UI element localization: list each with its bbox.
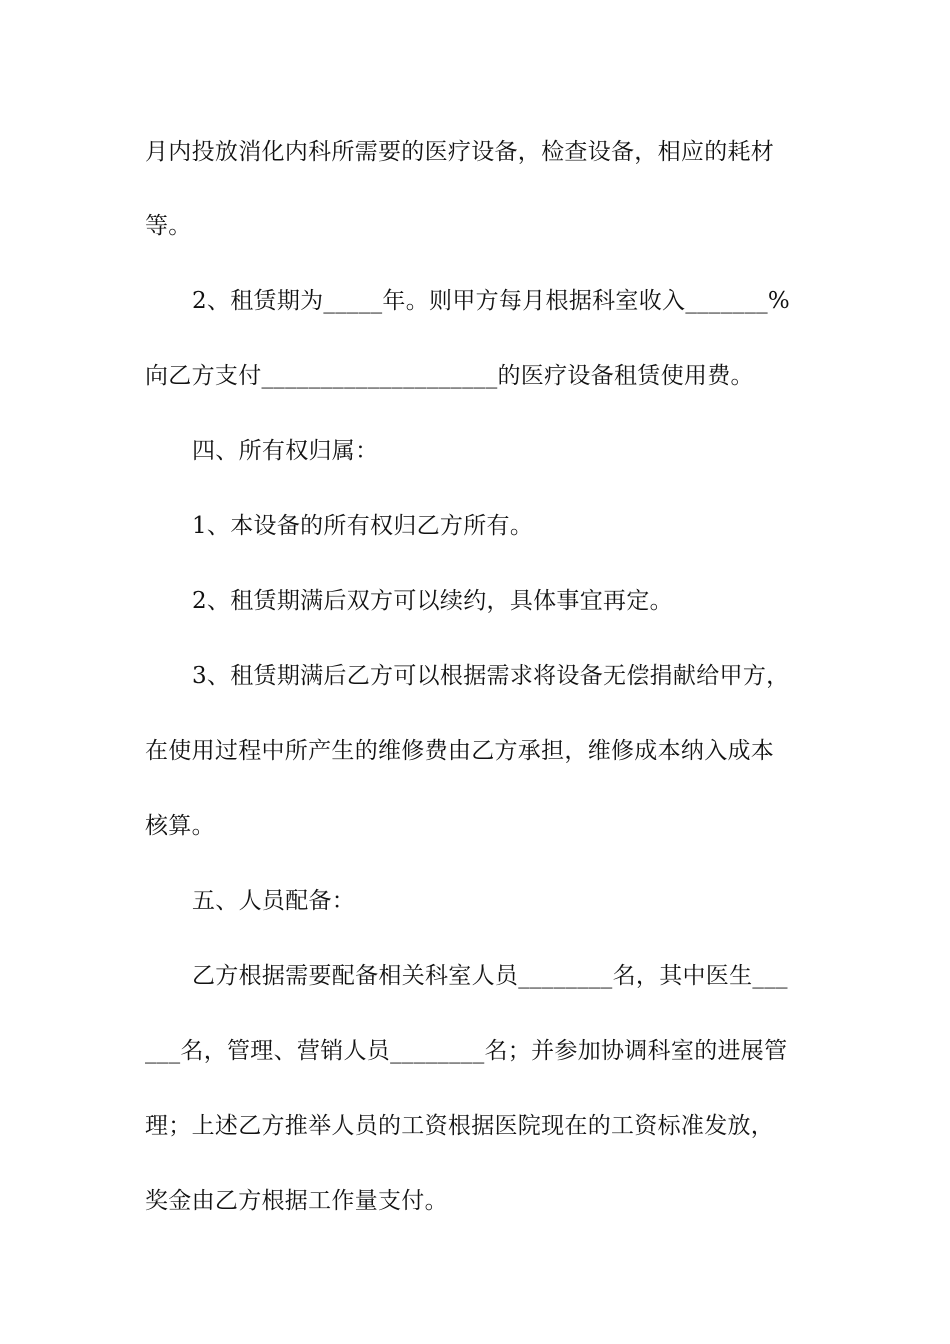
text-line: 1、本设备的所有权归乙方所有。 xyxy=(192,513,534,539)
text-line: 月内投放消化内科所需要的医疗设备，检查设备，相应的耗材 xyxy=(145,139,775,165)
section-heading: 四、所有权归属： xyxy=(192,438,379,464)
text-line: 2、租赁期满后双方可以续约，具体事宜再定。 xyxy=(192,588,673,614)
text-line: 3、租赁期满后乙方可以根据需求将设备无偿捐献给甲方， xyxy=(192,663,790,689)
text-line: 2、租赁期为_____年。则甲方每月根据科室收入_______% xyxy=(192,288,791,314)
text-line: 等。 xyxy=(145,213,192,239)
text-line: ___名，管理、营销人员________名；并参加协调科室的进展管 xyxy=(145,1038,788,1064)
text-line: 乙方根据需要配备相关科室人员________名，其中医生___ xyxy=(192,963,788,989)
text-line: 奖金由乙方根据工作量支付。 xyxy=(145,1188,448,1214)
section-heading: 五、人员配备： xyxy=(192,888,356,914)
text-line: 在使用过程中所产生的维修费由乙方承担，维修成本纳入成本 xyxy=(145,738,775,764)
text-line: 理；上述乙方推举人员的工资根据医院现在的工资标准发放， xyxy=(145,1113,775,1139)
text-line: 核算。 xyxy=(145,813,215,839)
text-line: 向乙方支付____________________的医疗设备租赁使用费。 xyxy=(145,363,754,389)
